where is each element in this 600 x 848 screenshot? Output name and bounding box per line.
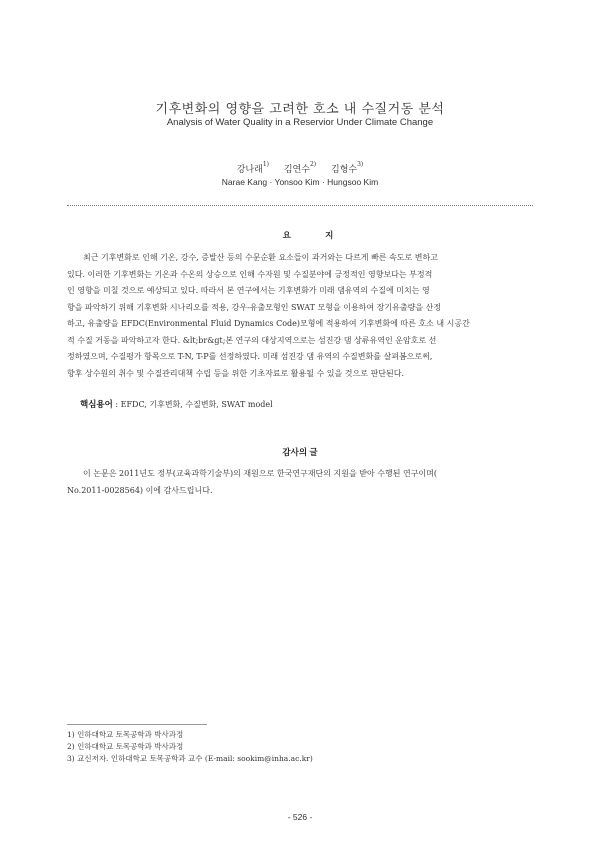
acknowledgement-line: No.2011-0028564) 이에 감사드립니다.	[67, 485, 213, 495]
footnote-1: 1) 인하대학교 토목공학과 박사과정	[67, 730, 184, 739]
footnote-3: 3) 교신저자. 인하대학교 토목공학과 교수 (E-mail: sookim@inha.ac.kr)	[67, 754, 313, 763]
abstract-line: 있다. 이러한 기후변화는 기온과 수온의 상승으로 인해 수자원 및 수질분야에 긍정적인 영향보다는 부정적	[67, 269, 433, 279]
keywords-label: 핵심용어	[80, 399, 113, 409]
paper-title-english: Analysis of Water Quality in a Reservior Under Climate Change	[166, 117, 434, 128]
author-3	[331, 162, 363, 175]
abstract-line: 최근 기후변화로 인해 기온, 강수, 증발산 등의 수문순환 요소들이 과거와는 다르게 빠른 속도로 변하고	[83, 253, 438, 262]
keywords-value: : EFDC, 기후변화, 수질변화, SWAT model	[112, 400, 273, 409]
author-2-name: 김연수	[283, 165, 310, 175]
abstract-line: 향을 파악하기 위해 기후변화 시나리오를 적용, 강우-유출모형인 SWAT 모형을 이용하여 장기유출량을 산정	[67, 302, 442, 312]
page-number: - 526 -	[287, 812, 313, 822]
header-divider	[67, 205, 533, 206]
author-1-mark: 1)	[262, 161, 269, 168]
acknowledgement-body	[67, 466, 533, 499]
author-1	[237, 162, 269, 175]
author-list-korean	[0, 162, 600, 175]
author-2	[284, 162, 316, 175]
author-2-mark: 2)	[309, 161, 317, 168]
keywords	[80, 398, 273, 410]
abstract-line: 하고, 유출량을 EFDC(Environmental Fluid Dynamics Code)모형에 적용하여 기후변화에 따른 호소 내 시공간	[67, 319, 470, 328]
abstract-line: 정하였으며, 수질평가 항목으로 T-N, T-P를 선정하였다. 미래 섬진강 댐 유역의 수질변화를 살펴봄으로써,	[67, 352, 433, 361]
abstract-body	[67, 250, 533, 382]
footnote-rule	[67, 724, 207, 725]
acknowledgement-line: 이 논문은 2011년도 정부(교육과학기술부)의 재원으로 한국연구재단의 지원을 받아 수행된 연구이며(	[83, 469, 437, 478]
acknowledgement-heading: 감사의 글	[282, 447, 318, 457]
author-3-mark: 3)	[357, 161, 364, 168]
footnote-2: 2) 인하대학교 토목공학과 박사과정	[67, 742, 184, 751]
abstract-line: 향후 상수원의 취수 및 수질관리대책 수립 등을 위한 기초자료로 활용될 수 있을 것으로 판단된다.	[67, 368, 404, 378]
abstract-line: 적 수질 거동을 파악하고자 한다. &lt;br&gt;본 연구의 대상지역으로는 섬진강 댐 상류유역인 운암호로 선	[67, 335, 437, 345]
footnotes	[67, 729, 313, 765]
abstract-line: 인 영향을 미칠 것으로 예상되고 있다. 따라서 본 연구에서는 기후변화가 미래 댐유역의 수질에 미치는 영	[67, 286, 430, 295]
abstract-heading: 요 지	[282, 230, 350, 240]
author-3-name: 김형수	[331, 165, 358, 175]
author-1-name: 강나래	[236, 165, 263, 175]
author-list-english: Narae Kang · Yonsoo Kim · Hungsoo Kim	[221, 177, 379, 187]
paper-title-korean: 기후변화의 영향을 고려한 호소 내 수질거동 분석	[155, 102, 445, 117]
